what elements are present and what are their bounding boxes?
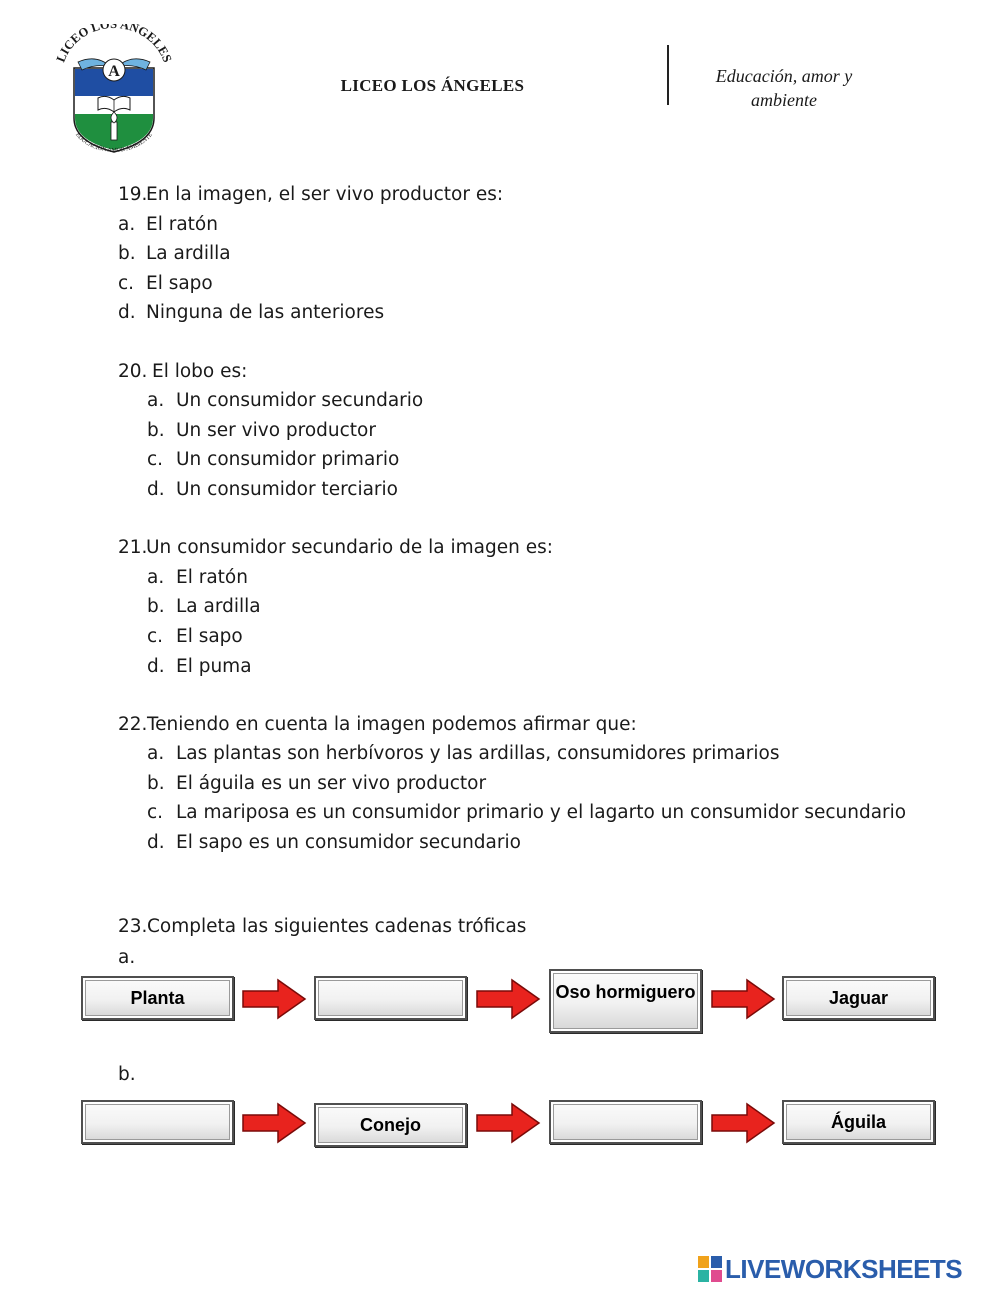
option-21c: c. El sapo [147, 626, 243, 647]
option-21a: a. El ratón [147, 567, 248, 588]
option-22b: b. El águila es un ser vivo productor [147, 773, 487, 794]
motto-line-2: ambiente [751, 90, 817, 110]
logo-motto: EDUCACIÓN AMOR AMBIENTE [74, 132, 154, 154]
question-text: Un consumidor secundario de la imagen es: [146, 537, 553, 558]
option-22d: d. El sapo es un consumidor secundario [147, 832, 521, 853]
option-20b: b. Un ser vivo productor [147, 420, 376, 441]
option-19c: c. El sapo [118, 273, 213, 294]
school-logo [48, 24, 180, 160]
motto-line-1: Educación, amor y [715, 66, 853, 86]
logo-name: LICEO LOS ANGELES [53, 24, 175, 65]
chain-b-box-1[interactable] [81, 1100, 234, 1144]
chain-arrow-icon [474, 1101, 542, 1145]
question-22 [118, 714, 637, 736]
question-23 [118, 916, 526, 938]
option-19b: b. La ardilla [118, 243, 231, 264]
option-22c: c. La mariposa es un consumidor primario y el lagarto un consumidor secundario [147, 802, 907, 823]
question-19 [118, 184, 503, 206]
liveworksheets-icon [698, 1256, 722, 1282]
option-20a: a. Un consumidor secundario [147, 390, 424, 411]
chain-a-label: a. [118, 947, 136, 968]
option-20d: d. Un consumidor terciario [147, 479, 398, 500]
option-21d: d. El puma [147, 656, 252, 677]
school-motto [688, 64, 880, 112]
chain-arrow-icon [240, 1101, 308, 1145]
school-name: LICEO LOS ÁNGELES [340, 76, 525, 95]
svg-text:LICEO LOS ANGELES [54, 24, 175, 64]
chain-b-box-3[interactable] [549, 1100, 702, 1144]
question-text: El lobo es: [152, 361, 248, 382]
option-22a: a. Las plantas son herbívoros y las ardillas, consumidores primarios [147, 743, 780, 764]
chain-a-box-4: Jaguar [782, 976, 935, 1020]
chain-a-box-2[interactable] [314, 976, 467, 1020]
option-21b: b. La ardilla [147, 596, 261, 617]
option-19a: a. El ratón [118, 214, 218, 235]
chain-b-box-4: Águila [782, 1100, 935, 1144]
chain-arrow-icon [474, 977, 542, 1021]
chain-arrow-icon [709, 1101, 777, 1145]
liveworksheets-text: LIVEWORKSHEETS [725, 1253, 963, 1284]
question-21 [118, 537, 553, 559]
question-number: 20. [118, 361, 148, 382]
question-number: 23. [118, 916, 148, 937]
question-number: 22. [118, 714, 148, 735]
chain-b-label: b. [118, 1064, 136, 1085]
header-divider [667, 45, 669, 105]
question-text: Completa las siguientes cadenas tróficas [147, 916, 527, 937]
chain-arrow-icon [709, 977, 777, 1021]
chain-a-box-3: Oso hormiguero [549, 969, 702, 1033]
logo-letter: A [108, 63, 120, 80]
question-number: 21. [118, 537, 148, 558]
chain-a-box-1: Planta [81, 976, 234, 1020]
liveworksheets-brand [698, 1254, 962, 1284]
chain-arrow-icon [240, 977, 308, 1021]
question-text: Teniendo en cuenta la imagen podemos afirmar que: [147, 714, 637, 735]
question-text: En la imagen, el ser vivo productor es: [146, 184, 504, 205]
question-number: 19. [118, 184, 148, 205]
option-19d: d. Ninguna de las anteriores [118, 302, 385, 323]
question-20 [118, 361, 247, 383]
option-20c: c. Un consumidor primario [147, 449, 400, 470]
chain-b-box-2: Conejo [314, 1103, 467, 1147]
